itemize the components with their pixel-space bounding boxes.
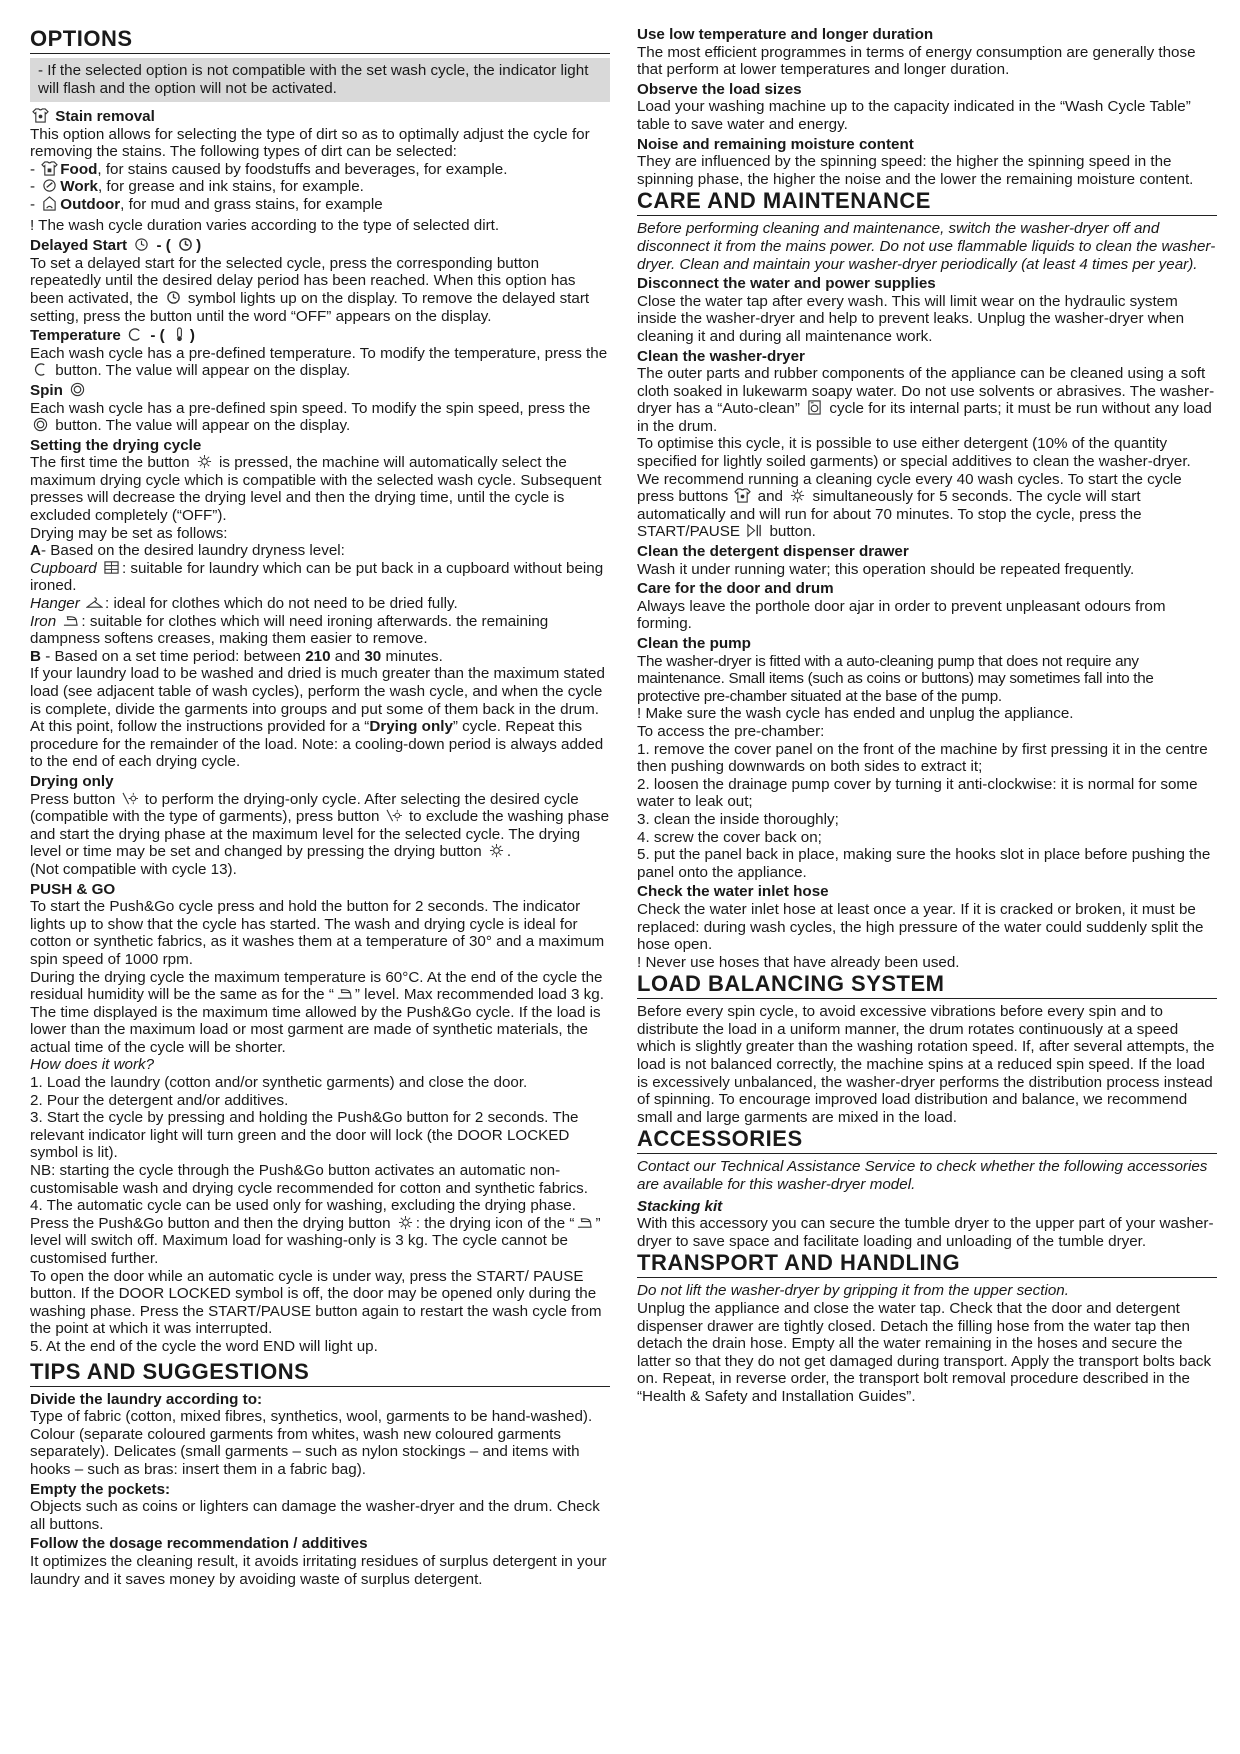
push-go-p1: To start the Push&Go cycle press and hold the button for 2 seconds. The indicator lights up to show that the cycle has started. The wash and drying cycle is ideal for cotton or synthetic fabrics, as it washes them at a temperature of 30° and a maximum spin speed of 1000 rpm. [30, 898, 605, 968]
drying-only-compat: (Not compatible with cycle 13). [30, 860, 237, 878]
setting-drying-title: Setting the drying cycle [30, 436, 202, 454]
delayed-start-body: To set a delayed start for the selected cycle, press the corresponding button repeatedly until the desired delay period has been reached. When this option has been activated, the symbol lights up on the display. To remove the delayed start setting, press the button until the word “OFF” appears on the display. [30, 254, 590, 325]
temperature-icon [127, 327, 144, 342]
push-go-step-2: 2. Pour the detergent and/or additives. [30, 1091, 289, 1109]
stain-button-icon [734, 488, 751, 503]
start-pause-icon [746, 523, 763, 538]
pump-step: 2. loosen the drainage pump cover by turning it anti-clockwise: it is normal for some water to leak out; [637, 775, 1198, 811]
clean-wd-title: Clean the washer-dryer [637, 347, 805, 365]
tip-load-sizes-body: Load your washing machine up to the capacity indicated in the “Wash Cycle Table” table to save water and energy. [637, 98, 1191, 133]
push-go-step-3: 3. Start the cycle by pressing and holding the Push&Go button for 2 seconds. The relevant indicator light will turn green and the door will lock (the DOOR LOCKED symbol is lit). [30, 1109, 579, 1162]
tip-dosage-body: It optimizes the cleaning result, it avoids irritating residues of surplus detergent in your laundry and it saves money by avoiding waste of surplus detergent. [30, 1552, 607, 1588]
spin-button-icon [32, 417, 49, 432]
push-go-nb: NB: starting the cycle through the Push&Go button activates an automatic non-customisable wash and drying cycle recommended for cotton and synthetic fabrics. [30, 1162, 588, 1197]
outdoor-icon [41, 196, 58, 211]
pump-access: To access the pre-chamber: [637, 722, 825, 740]
door-body: Always leave the porthole door ajar in order to prevent unpleasant odours from forming. [637, 597, 1166, 633]
auto-clean-icon [806, 400, 823, 415]
care-heading: CARE AND MAINTENANCE [637, 188, 1217, 216]
push-go-step-1: 1. Load the laundry (cotton and/or synthetic garments) and close the door. [30, 1074, 528, 1092]
pump-body: The washer-dryer is fitted with a auto-cleaning pump that does not require any maintenance. Small items (such as coins or buttons) may sometimes fall into the protective pre-chamber situated at the base of the pump. [637, 652, 1154, 705]
tip-low-temp-title: Use low temperature and longer duration [637, 26, 934, 43]
drying-button-icon-2 [397, 1215, 414, 1230]
spin-title: Spin [30, 382, 610, 400]
stain-removal-title: Stain removal [30, 108, 610, 126]
disconnect-body: Close the water tap after every wash. This will limit wear on the hydraulic system inside the washer-dryer and help to prevent leaks. Unplug the washer-dryer when cleaning it and during all maintenance work. [637, 292, 1185, 345]
stacking-kit-body: With this accessory you can secure the tumble dryer to the upper part of your washer-dryer to save space and facilitate loading and unloading of the tumble dryer. [637, 1215, 1214, 1250]
delay-clock-icon [133, 237, 150, 252]
load-balancing-body: Before every spin cycle, to avoid excessive vibrations before every spin and to distribute the load in a uniform manner, the drum rotates continuously at a speed which is slightly greater than the washing rotation speed. If, after several attempts, the load is not balanced correctly, the machine spins at a reduced spin speed. If the load is excessively unbalanced, the washer-dryer performs the distribution process instead of spinning. To encourage improved load distribution and balance, we recommend small and large garments are mixed in the load. [637, 1003, 1215, 1126]
tip-dosage-title: Follow the dosage recommendation / additives [30, 1535, 368, 1553]
tip-pockets-body: Objects such as coins or lighters can damage the washer-dryer and the drum. Check all buttons. [30, 1498, 600, 1533]
transport-heading: TRANSPORT AND HANDLING [637, 1250, 1217, 1278]
options-note: - If the selected option is not compatible with the set wash cycle, the indicator light will flash and the option will not be activated. [30, 58, 610, 102]
temperature-title: Temperature - ( ) [30, 327, 195, 345]
setting-drying-body: The first time the button is pressed, the machine will automatically select the maximum drying cycle which is compatible with the selected wash cycle. Subsequent presses will decrease the drying level and then the drying time, until the cycle is excluded completely (“OFF”). [30, 454, 602, 525]
transport-intro: Do not lift the washer-dryer by gripping it from the upper section. [637, 1282, 1069, 1300]
delayed-start-title: Delayed Start - ( ) [30, 237, 202, 255]
right-column [637, 26, 1217, 1406]
spin-body: Each wash cycle has a pre-defined spin speed. To modify the spin speed, press the button. The value will appear on the display. [30, 399, 591, 435]
drying-only-icon [122, 791, 139, 806]
drying-hanger: Hanger : ideal for clothes which do not need to be dried fully. [30, 595, 458, 613]
drying-load-body: If your laundry load to be washed and dried is much greater than the maximum stated load (see adjacent table of wash cycles), perform the wash cycle, and when the cycle is complete, divide the garments into groups and put some of them back in the drum. At this point, follow the instructions provided for a “Drying only” cycle. Repeat this procedure for the remainder of the load. Note: a cooling-down period is always added to the end of each drying cycle. [30, 665, 605, 771]
push-go-p3: The time displayed is the maximum time allowed by the Push&Go cycle. If the load is lower than the maximum load or most garment are made of synthetic materials, the actual time of the cycle will be shorter. [30, 1003, 601, 1056]
load-balancing-heading: LOAD BALANCING SYSTEM [637, 971, 1217, 999]
work-icon [41, 178, 58, 193]
drying-sun-icon [196, 454, 213, 469]
drying-option-a: A- Based on the desired laundry dryness level: [30, 542, 345, 560]
iron-level-icon-2 [576, 1215, 593, 1230]
push-go-how: How does it work? [30, 1056, 155, 1074]
hose-warn: ! Never use hoses that have already been used. [637, 953, 960, 971]
tip-load-sizes-title: Observe the load sizes [637, 80, 802, 98]
tip-low-temp-body: The most efficient programmes in terms of energy consumption are generally those that perform at lower temperatures and longer duration. [637, 43, 1196, 79]
thermometer-icon [171, 327, 188, 342]
drying-sun-icon-2 [789, 488, 806, 503]
left-column [30, 26, 610, 1588]
tips-heading: TIPS AND SUGGESTIONS [30, 1359, 610, 1387]
temperature-button-icon [32, 362, 49, 377]
drying-only-icon-2 [386, 808, 403, 823]
push-go-p2: During the drying cycle the maximum temperature is 60°C. At the end of the cycle the residual humidity will be the same as for the “ ” level. Max recommended load 3 kg. [30, 968, 604, 1004]
door-title: Care for the door and drum [637, 580, 834, 598]
pump-title: Clean the pump [637, 635, 751, 652]
care-intro: Before performing cleaning and maintenance, switch the washer-dryer off and disconnect it from the mains power. Do not use flammable liquids to clean the washer-dryer. Clean and maintain your washer-dryer periodically (at least 4 times per year). [637, 220, 1216, 273]
food-icon [41, 161, 58, 176]
push-go-title: PUSH & GO [30, 880, 116, 898]
pump-step: 5. put the panel back in place, making sure the hooks slot in place before pushing the panel onto the appliance. [637, 846, 1211, 881]
push-go-door: To open the door while an automatic cycle is under way, press the START/ PAUSE button. If the DOOR LOCKED symbol is off, the door may be opened only during the washing phase. Press the START/PAUSE button again to restart the wash cycle from the point at which it was interrupted. [30, 1267, 602, 1338]
accessories-intro: Contact our Technical Assistance Service to check whether the following accessories are available for this washer-dryer model. [637, 1158, 1208, 1194]
hanger-icon [86, 595, 103, 610]
temperature-body: Each wash cycle has a pre-defined temperature. To modify the temperature, press the button. The value will appear on the display. [30, 344, 608, 380]
tip-noise-body: They are influenced by the spinning speed: the higher the spinning speed in the spinning phase, the higher the noise and the lower the remaining moisture content. [637, 153, 1194, 188]
drawer-body: Wash it under running water; this operation should be repeated frequently. [637, 560, 1135, 578]
tip-divide-title: Divide the laundry according to: [30, 1390, 263, 1408]
stain-removal-icon [32, 108, 49, 123]
delay-symbol-icon [165, 290, 182, 305]
pump-step: 3. clean the inside thoroughly; [637, 810, 839, 828]
drying-may-be-set: Drying may be set as follows: [30, 524, 228, 542]
transport-body: Unplug the appliance and close the water tap. Check that the door and detergent dispenser drawer are tightly closed. Detach the filling hose from the water tap then detach the drain hose. Empty all the water remaining in the hoses and secure the latter so that they do not get damaged during transport. Apply the transport bolts back on. Repeat, in reverse order, the transport bolt removal procedure described in the “Health & Safety and Installation Guides”. [637, 1300, 1212, 1405]
iron-level-icon [336, 986, 353, 1001]
options-heading: OPTIONS [30, 26, 610, 54]
iron-icon [62, 613, 79, 628]
stain-item-food: - Food, for stains caused by foodstuffs and beverages, for example. [30, 160, 508, 178]
push-go-step-5: 5. At the end of the cycle the word END will light up. [30, 1337, 378, 1355]
pump-step: 1. remove the cover panel on the front of the machine by first pressing it in the centre then pushing downwards on both sides to extract it; [637, 740, 1208, 776]
stain-item-outdoor: - Outdoor, for mud and grass stains, for example [30, 195, 383, 213]
stain-removal-body: This option allows for selecting the type of dirt so as to optimally adjust the cycle for removing the stains. The following types of dirt can be selected: [30, 125, 590, 161]
delay-timer-icon [177, 237, 194, 252]
tip-divide-body: Type of fabric (cotton, mixed fibres, synthetics, wool, garments to be hand-washed). Colour (separate coloured garments from whites, wash new coloured garments separately). Delicates (small garments – such as nylon stockings – and items with hooks – such as bras: insert them in a fabric bag). [30, 1408, 593, 1478]
stain-item-work: - Work, for grease and ink stains, for example. [30, 178, 364, 196]
tip-pockets-title: Empty the pockets: [30, 1480, 171, 1498]
drying-option-b: B - Based on a set time period: between 210 and 30 minutes. [30, 647, 443, 665]
disconnect-title: Disconnect the water and power supplies [637, 275, 936, 293]
stain-duration-note: ! The wash cycle duration varies according to the type of selected dirt. [30, 216, 500, 234]
tip-noise-title: Noise and remaining moisture content [637, 135, 914, 153]
stacking-kit-title: Stacking kit [637, 1197, 723, 1215]
pump-step: 4. screw the cover back on; [637, 828, 822, 846]
spin-icon [69, 382, 86, 397]
cupboard-icon [103, 560, 120, 575]
clean-wd-body-1: The outer parts and rubber components of the appliance can be cleaned using a soft cloth soaked in lukewarm soapy water. Do not use solvents or abrasives. The washer-dryer has a “Auto-clean” cycle for its internal parts; it must be run without any load in the drum. [637, 365, 1215, 435]
drying-button-icon [488, 843, 505, 858]
clean-wd-body-2: To optimise this cycle, it is possible to use either detergent (10% of the quantity specified for lightly soiled garments) or special additives to clean the washer-dryer. We recommend running a cleaning cycle every 40 wash cycles. To start the cycle press buttons and simultaneously for 5 seconds. The cycle will start automatically and will run for about 70 minutes. To stop the cycle, press the START/PAUSE button. [637, 435, 1191, 541]
drying-cupboard: Cupboard : suitable for laundry which can be put back in a cupboard without being ironed. [30, 559, 604, 595]
drawer-title: Clean the detergent dispenser drawer [637, 543, 909, 561]
hose-body: Check the water inlet hose at least once a year. If it is cracked or broken, it must be replaced: during wash cycles, the high pressure of the water could suddenly split the hose open. [637, 900, 1204, 954]
accessories-heading: ACCESSORIES [637, 1126, 1217, 1154]
push-go-step-4: 4. The automatic cycle can be used only for washing, excluding the drying phase. Press the Push&Go button and then the drying button : the drying icon of the “ ” level will switch off. Maximum load for washing-only is 3 kg. The cycle cannot be customised further. [30, 1197, 601, 1267]
hose-title: Check the water inlet hose [637, 883, 829, 901]
pump-warn: ! Make sure the wash cycle has ended and unplug the appliance. [637, 705, 1074, 723]
drying-only-body: Press button to perform the drying-only cycle. After selecting the desired cycle (compatible with the type of garments), press button to exclude the washing phase and start the drying phase at the maximum level for the selected cycle. The drying level or time may be set and changed by pressing the drying button . [30, 790, 610, 861]
drying-iron: Iron : suitable for clothes which will need ironing afterwards. the remaining dampness softens creases, making them easier to remove. [30, 612, 549, 648]
drying-only-title: Drying only [30, 772, 114, 790]
